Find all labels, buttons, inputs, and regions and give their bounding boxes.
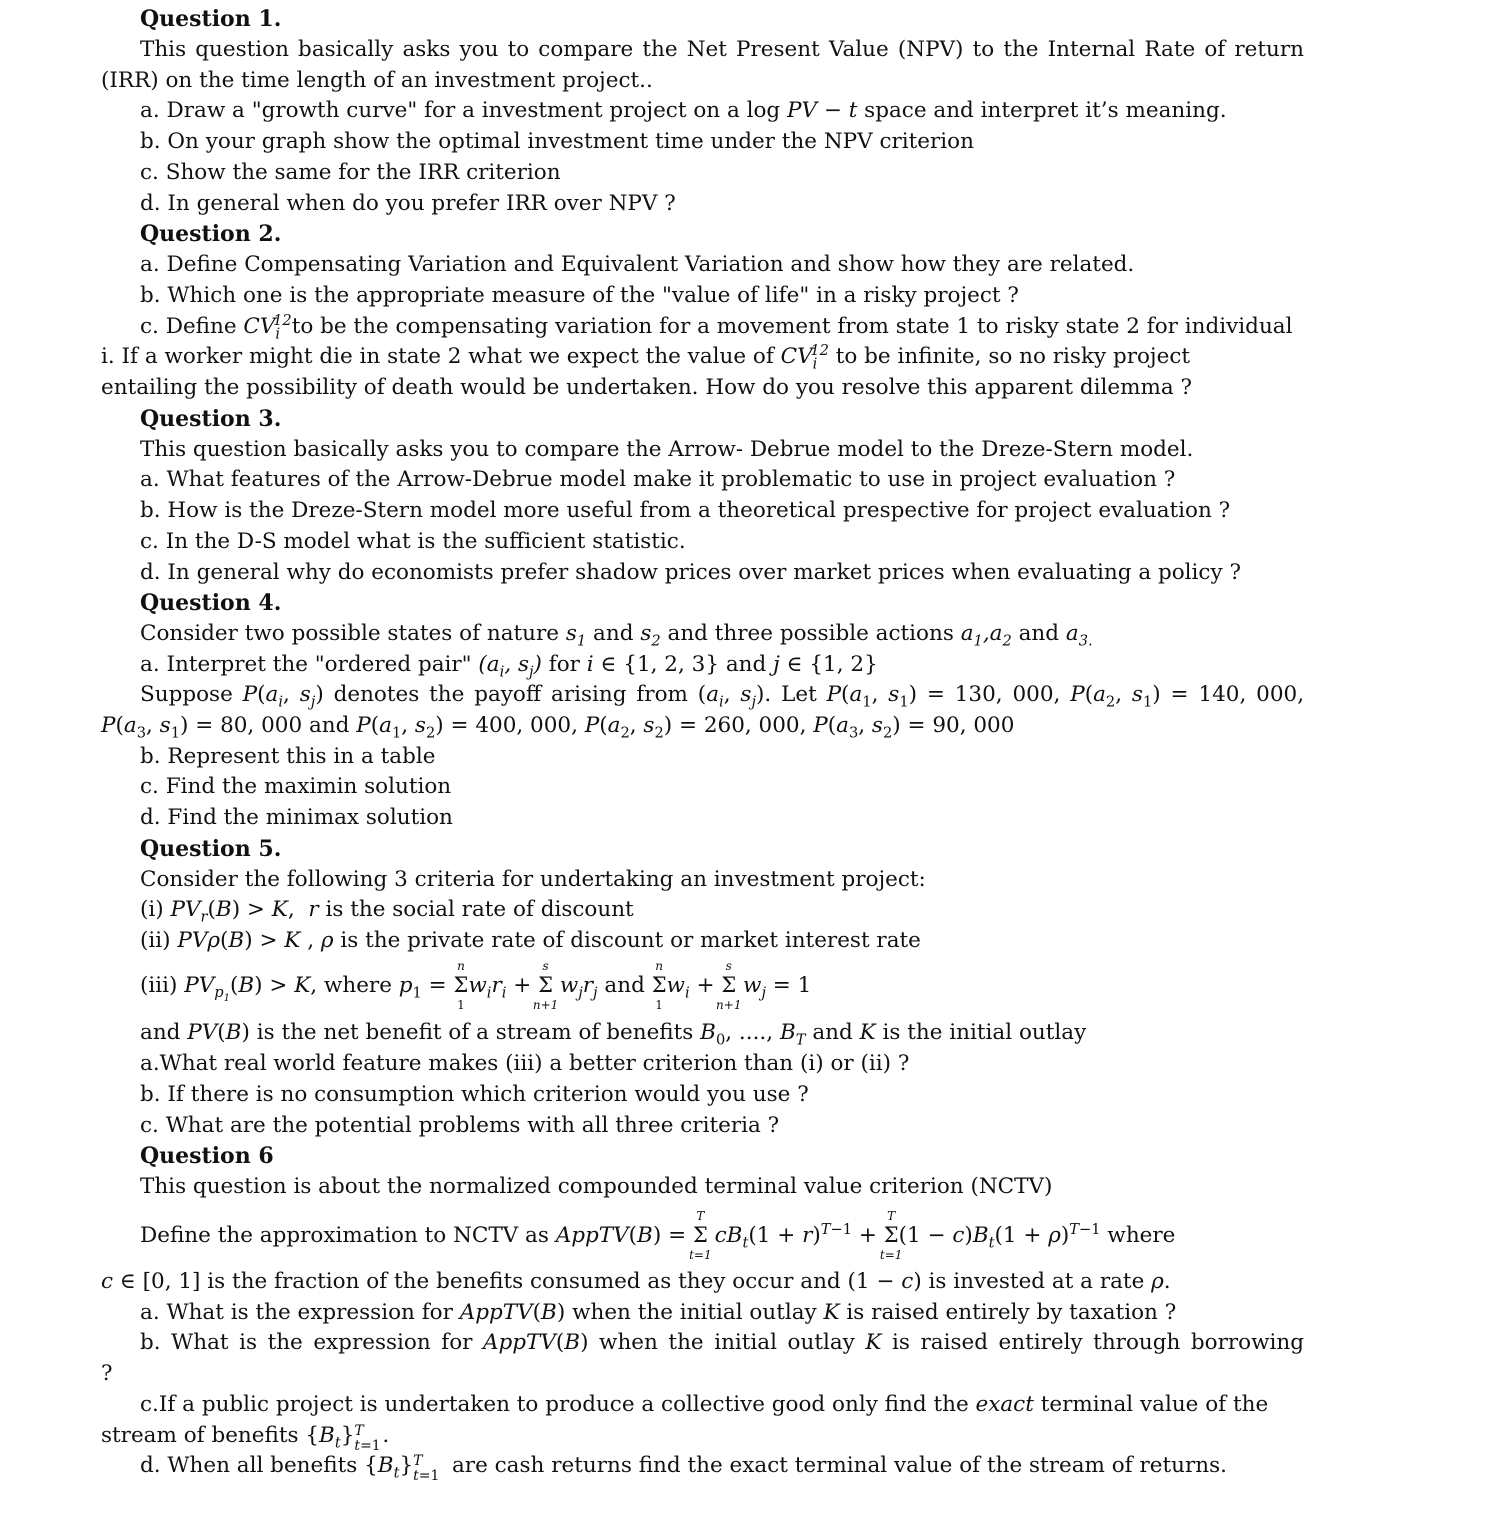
- q2-item-c-line3: entailing the possibility of death would be undertaken. How do you resolve this apparent dilemma ?: [101, 375, 1193, 400]
- q4-and: and: [302, 713, 357, 738]
- q3-item-d: d. In general why do economists prefer shadow prices over market prices when evaluating a policy ?: [140, 560, 1241, 585]
- q4-payoff-a2-s2: 260, 000: [703, 713, 800, 738]
- sum-symbol: Σ T t=1: [689, 1209, 712, 1262]
- q6-item-b: b. What is the expression for AppTV(B) when the initial outlay K is raised entirely through borrowing: [140, 1330, 1304, 1355]
- q2-item-a: a. Define Compensating Variation and Equivalent Variation and show how they are related.: [140, 252, 1135, 277]
- q3-item-c: c. In the D-S model what is the sufficient statistic.: [140, 529, 686, 554]
- q4-intro-and1: and: [586, 621, 641, 646]
- q5-and-pre: and: [140, 1020, 188, 1045]
- q4-a-and: and: [719, 652, 774, 677]
- q5-item-b: b. If there is no consumption which criterion would you use ?: [140, 1082, 809, 1107]
- q6-d-pre: d. When all benefits: [140, 1453, 365, 1478]
- q4-j-set: j: [773, 652, 780, 677]
- q4-intro-and2: and: [1011, 621, 1066, 646]
- q4-a3: $a_{3.}$: [1065, 621, 1093, 650]
- q6-item-b-qmark: ?: [101, 1361, 113, 1386]
- q4-pair: ($a_i$, $s_j$): [478, 652, 542, 681]
- q6-intro: This question is about the normalized compounded terminal value criterion (NCTV): [140, 1174, 1053, 1199]
- q5-and-mid: is the net benefit of a stream of benefits: [249, 1020, 701, 1045]
- q4-intro-pre: Consider two possible states of nature: [140, 621, 566, 646]
- q6-c-pre: c.If a public project is undertaken to produce a collective good only find the: [140, 1392, 976, 1417]
- q6-def-pre: Define the approximation to NCTV as: [140, 1223, 556, 1248]
- q6-b-post: is raised entirely through borrowing: [881, 1330, 1304, 1355]
- q6-item-a: a. What is the expression for AppTV(B) when the initial outlay K is raised entirely by taxation ?: [140, 1300, 1177, 1325]
- q1-item-a: [140, 96, 1306, 126]
- q4-a-pre: a. Interpret the "ordered pair": [140, 652, 479, 677]
- q4-suppose-mid: denotes the payoff arising from: [323, 682, 698, 707]
- q4-item-c: c. Find the maximin solution: [140, 774, 452, 799]
- q5-heading: Question 5.: [140, 836, 282, 862]
- q5-and-mid2: and: [805, 1020, 860, 1045]
- q4-actions: $a_1,a_2$: [960, 621, 1012, 650]
- q6-c-exact: exact: [975, 1392, 1034, 1417]
- q1-item-c: c. Show the same for the IRR criterion: [140, 160, 561, 185]
- q1-intro-line2: (IRR) on the time length of an investment project..: [101, 68, 653, 93]
- q6-item-c-line2: stream of benefits $\{B_t\}$ T t=1 .: [101, 1423, 390, 1454]
- q4-s2: $s_2$: [640, 621, 661, 650]
- q6-c-mid: is the fraction of the benefits consumed as they occur and: [200, 1269, 848, 1294]
- q2-c-pre: c. Define: [140, 314, 244, 339]
- q1-intro-line1: This question basically asks you to compare the Net Present Value (NPV) to the Internal Rate of return: [140, 37, 1304, 62]
- q2-cv-symbol: $CV_i^{12}$: [243, 311, 292, 343]
- q6-heading: Question 6: [140, 1143, 274, 1169]
- sum-symbol: Σ T t=1: [879, 1209, 903, 1262]
- q5-i-post: is the social rate of discount: [318, 897, 634, 922]
- q1-a-text: a. Draw a "growth curve" for a investment project on a log: [140, 98, 788, 123]
- q4-intro-mid: and three possible actions: [660, 621, 961, 646]
- q4-i-set: i: [586, 652, 594, 677]
- q2-c2-post: to be infinite, so no risky project: [828, 344, 1191, 369]
- q1-item-d: d. In general when do you prefer IRR over NPV ?: [140, 191, 676, 216]
- q4-suppose-line2: $P(a_3$, $s_1) = 80$, 000 and $P(a_1$, $s_2) = 400$, 000, $P(a_2$, $s_2) = 260$, 000, $P(a_3$, $s_2) = 90$, 000: [101, 713, 1015, 742]
- q1-heading: Question 1.: [140, 6, 282, 32]
- sum-symbol: Σ n 1: [651, 959, 667, 1012]
- q4-payoff-a1-s2: 400, 000: [475, 713, 572, 738]
- q6-a-pre: a. What is the expression for: [140, 1300, 460, 1325]
- q3-heading: Question 3.: [140, 406, 282, 432]
- q1-item-b: b. On your graph show the optimal investment time under the NPV criterion: [140, 129, 974, 154]
- q4-item-d: d. Find the minimax solution: [140, 805, 453, 830]
- q1-a-post: space and interpret it’s meaning.: [857, 98, 1227, 123]
- q6-b-pre: b. What is the expression for: [140, 1330, 483, 1355]
- q5-i-pre: (i): [140, 897, 171, 922]
- q5-iii-and: and: [597, 973, 652, 998]
- q5-criterion-ii: (ii) PVρ(B) > K , ρ is the private rate of discount or market interest rate: [140, 928, 921, 953]
- q4-suppose-line1: Suppose $P(a_i$, $s_j$) denotes the payoff arising from ($a_i$, $s_j$). Let $P(a_1$, $s_1) = 130$, 000, $P(a_2$, $s_1) = 140$, 000,: [140, 682, 1304, 710]
- q2-item-b: b. Which one is the appropriate measure of the "value of life" in a risky project ?: [140, 283, 1019, 308]
- sum-symbol: Σ n 1: [453, 959, 469, 1012]
- q5-item-a: a.What real world feature makes (iii) a better criterion than (i) or (ii) ?: [140, 1051, 910, 1076]
- q5-criterion-iii: (iii) $PV_{p_1}(B) > K$, where $p_1 = \Sigma$ n 1 $w_ir_i + \Sigma$ s n+1 $w_jr_j$ and Σ n 1 $w_i + \Sigma$ s n+1 $w_j = 1$: [140, 959, 812, 1012]
- q6-item-c-line1: [140, 1390, 1306, 1420]
- q4-payoff-a2-s1: 140, 000: [1198, 682, 1298, 707]
- q5-definition: and PV(B) is the net benefit of a stream of benefits $B_0$, ...., $B_T$ and K is the initial outlay: [140, 1020, 1087, 1049]
- q6-c-post: terminal value of the: [1033, 1392, 1269, 1417]
- q4-item-a: a. Interpret the "ordered pair" ($a_i$, $s_j$) for i ∈ {1, 2, 3} and j ∈ {1, 2}: [140, 652, 878, 681]
- q6-d-post: are cash returns find the exact terminal value of the stream of returns.: [445, 1453, 1227, 1478]
- q5-iii-where: , where: [310, 973, 399, 998]
- q6-c2-pre: stream of benefits: [101, 1423, 306, 1448]
- q4-item-b: b. Represent this in a table: [140, 744, 436, 769]
- q5-iii-pre: (iii): [140, 973, 185, 998]
- q6-c-mid2: is invested at a rate: [921, 1269, 1152, 1294]
- q4-payoff-a1-s1: 130, 000: [954, 682, 1054, 707]
- q6-item-d: d. When all benefits $\{B_t\}$ T t=1 are cash returns find the exact terminal value of the stream of returns.: [140, 1453, 1227, 1484]
- q2-item-c-line2: [101, 342, 1306, 372]
- q4-let: . Let: [764, 682, 827, 707]
- q3-item-a: a. What features of the Arrow-Debrue model make it problematic to use in project evaluation ?: [140, 467, 1176, 492]
- q4-s1: $s_1$: [565, 621, 587, 650]
- q6-b-mid: when the initial outlay: [588, 1330, 866, 1355]
- q6-a-post: is raised entirely by taxation ?: [839, 1300, 1177, 1325]
- q6-definition-line2: c ∈ [0, 1] is the fraction of the benefits consumed as they occur and (1 − c) is invested at a rate ρ.: [101, 1269, 1171, 1294]
- q4-heading: Question 4.: [140, 590, 282, 616]
- q4-suppose-pre: Suppose: [140, 682, 243, 707]
- q5-ii-post: is the private rate of discount or market interest rate: [333, 928, 921, 953]
- q6-definition-line1: Define the approximation to NCTV as AppTV(B) = Σ T t=1 $cB_t(1 + r)^{T-1} + \Sigma$ T t=1 $(1 - c)B_t(1 + \rho)^{T-1}$ where: [140, 1209, 1176, 1262]
- q4-payoff-a3-s1: 80, 000: [220, 713, 303, 738]
- q3-intro: This question basically asks you to compare the Arrow- Debrue model to the Dreze-Stern model.: [140, 437, 1194, 462]
- q4-a-for: for: [541, 652, 587, 677]
- q3-item-b: b. How is the Dreze-Stern model more useful from a theoretical prespective for project evaluation ?: [140, 498, 1231, 523]
- q2-item-c-line1: [140, 312, 1306, 342]
- q2-cv-symbol-2: $CV_i^{12}$: [780, 341, 829, 373]
- q5-intro: Consider the following 3 criteria for undertaking an investment project:: [140, 867, 926, 892]
- q5-item-c: c. What are the potential problems with all three criteria ?: [140, 1113, 780, 1138]
- sum-symbol: Σ s n+1: [716, 959, 742, 1012]
- q5-ii-pre: (ii): [140, 928, 178, 953]
- sum-symbol: Σ s n+1: [532, 959, 559, 1012]
- q2-heading: Question 2.: [140, 221, 282, 247]
- q5-criterion-i: (i) $PV_r(B) > K$, r is the social rate of discount: [140, 897, 634, 926]
- q2-c-post: to be the compensating variation for a movement from state 1 to risky state 2 for individual: [291, 314, 1293, 339]
- q2-c2-pre: i. If a worker might die in state 2 what we expect the value of: [101, 344, 781, 369]
- q4-intro: [140, 619, 1306, 649]
- q1-a-math: PV − t: [787, 98, 858, 123]
- q6-def-post: where: [1100, 1223, 1176, 1248]
- q6-a-mid: when the initial outlay: [565, 1300, 824, 1325]
- q5-and-post: is the initial outlay: [875, 1020, 1087, 1045]
- q4-payoff-a3-s2: 90, 000: [932, 713, 1015, 738]
